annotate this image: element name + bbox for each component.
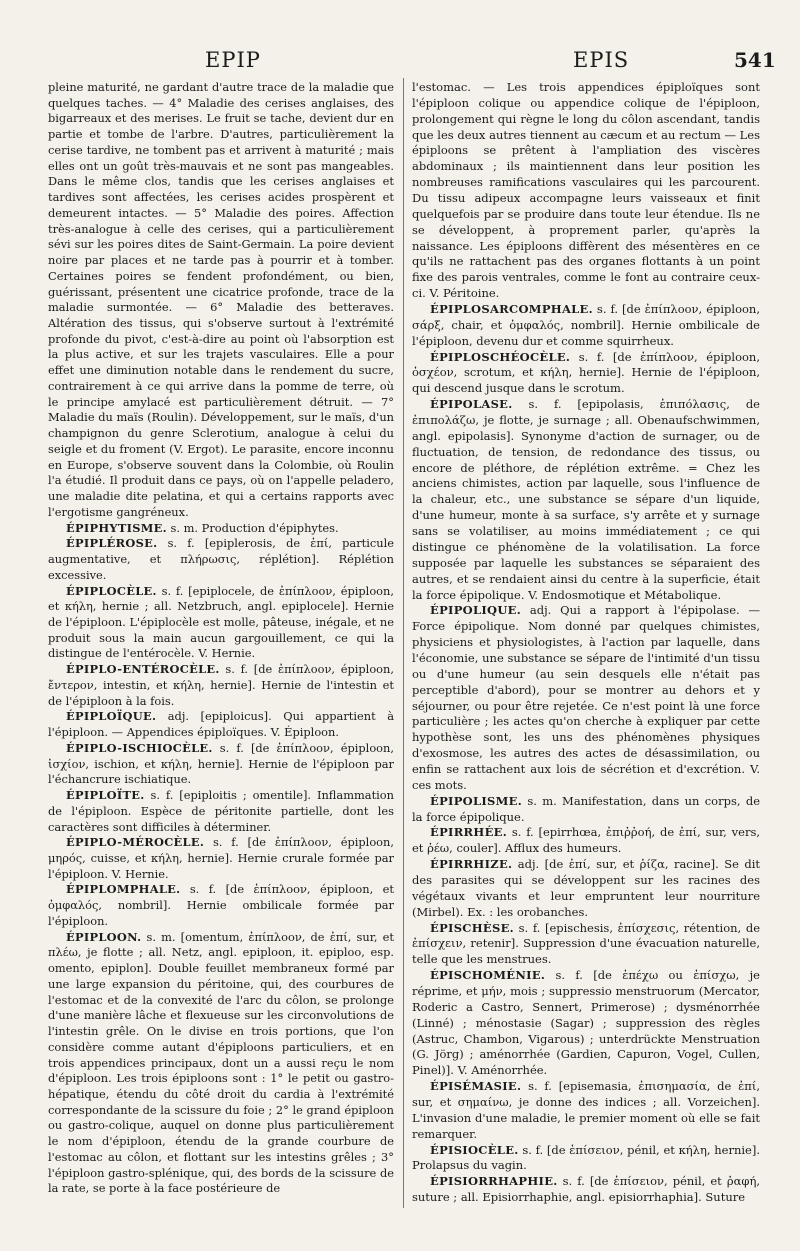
entry-text: s. f. [de ἐπίσειον, pénil, et κήλη, hernie]. Prolapsus du vagin. bbox=[412, 1142, 760, 1173]
dictionary-entry bbox=[412, 1174, 760, 1206]
dictionary-entry bbox=[412, 1143, 760, 1175]
entry-text: s. f. [de ἐπίπλοον, épiploon, ἔντερον, intestin, et κήλη, hernie]. Hernie de l'intestin et de l'épiploon à la fois. bbox=[48, 662, 394, 708]
entry-text: s. m. Manifestation, dans un corps, de la force épipolique. bbox=[412, 793, 760, 824]
left-column bbox=[48, 80, 394, 1197]
entry-headword: ÉPIPLOCÈLE. bbox=[66, 583, 157, 598]
running-header bbox=[0, 48, 800, 78]
entry-text: s. m. Production d'épiphytes. bbox=[166, 520, 339, 535]
dictionary-entry bbox=[48, 709, 394, 740]
entry-text: s. f. [de ἐπίπλοον, épiploon, et ὀμφαλός, nombril]. Hernie ombilicale formée par l'épiploon. bbox=[48, 882, 394, 928]
entry-headword: ÉPIPLOON. bbox=[66, 929, 142, 944]
right-column bbox=[412, 80, 760, 1206]
entry-headword: ÉPIPLO-ENTÉROCÈLE. bbox=[66, 662, 220, 677]
header-left-word: EPIP bbox=[205, 48, 261, 72]
dictionary-entry bbox=[412, 825, 760, 857]
entry-text: s. m. [omentum, ἐπίπλοον, de ἐπί, sur, et πλέω, je flotte ; all. Netz, angl. epiploon, it. epiploo, esp. omento, epiplon]. Double feuillet membraneux formé par une large expansion du péritoine, qui, des courbures de l'estomac et de la convexité de l'arc du côlon, se prolonge d'une manière lâche et flexueuse sur les circonvolutions de l'intestin grêle. On le divise en trois portions, que l'on considère comme autant d'épiploons particuliers, et en trois appendices principaux, dont un a aussi reçu le nom d'épiploon. Les trois épiploons sont : 1° le petit ou gastro-hépatique, étendu du côté droit du cardia à l'extrémité correspondante de la scissure du foie ; 2° le grand épiploon ou gastro-colique, auquel on donne plus particulièrement le nom d'épiploon, étendu de la grande courbure de l'estomac au côlon, et flottant sur les intestins grêles ; 3° l'épiploon gastro-splénique, qui, des bords de la scissure de la rate, se porte à la face postérieure de bbox=[48, 929, 394, 1196]
entry-text: s. f. [epirrhœa, ἐπιῤῥοή, de ἐπί, sur, vers, et ῥέω, couler]. Afflux des humeurs. bbox=[412, 825, 760, 856]
entry-headword: ÉPIPOLISME. bbox=[430, 793, 523, 808]
dictionary-entry bbox=[48, 788, 394, 835]
entry-headword: ÉPIPLO-ISCHIOCÈLE. bbox=[66, 740, 213, 755]
entry-headword: ÉPISIORRHAPHIE. bbox=[430, 1174, 558, 1189]
entry-headword: ÉPISCHOMÉNIE. bbox=[430, 968, 546, 983]
entry-text: s. f. [epipolasis, ἐπιπόλασις, de ἐπιπολάζω, je flotte, je surnage ; all. Obenaufschwimmen, angl. epipolasis]. Synonyme d'action de surnager, ou de fluctuation, de tension, de redondance des tissus, ou encore de pléthore, de réplétion extrême. = Chez les anciens chimistes, action par laquelle, sous l'influence de la chaleur, etc., une substance se sépare d'un liquide, d'une humeur, monte à sa surface, s'y arrête et y surnage sans se volatiliser, au moins immédiatement ; ce qui distingue ce phénomène de la volatilisation. La force supposée par laquelle les substances se séparaient des autres, et se rendaient ainsi du centre à la superficie, était la force épipolique. V. Endosmotique et Métabolique. bbox=[412, 397, 760, 602]
entry-headword: ÉPIRRHIZE. bbox=[430, 857, 513, 872]
entry-headword: ÉPIPLO-MÉROCÈLE. bbox=[66, 835, 205, 850]
entry-text: pleine maturité, ne gardant d'autre trace de la maladie que quelques taches. — 4° Maladie des cerises anglaises, des bigarreaux et des merises. Le fruit se tache, devient dur en partie et tombe de l'arbre. D'autres, particulièrement la cerise tardive, ne tombent pas et arrivent à maturité ; mais elles ont un goût très-mauvais et ne sont pas mangeables. Dans le même clos, tandis que les cerises anglaises et tardives sont affectées, les cerises acides prospèrent et demeurent intactes. — 5° Maladie des poires. Affection très-analogue à celle des cerises, qui a particulièrement sévi sur les poires dites de Saint-Germain. La poire devient noire par places et ne tarde pas à pourrir et à tomber. Certaines poires se fendent profondément, ou bien, guérissant, présentent une cicatrice profonde, trace de la maladie surmontée. — 6° Maladie des betteraves. Altération des tissus, qui s'observe surtout à l'extrémité profonde du pivot, c'est-à-dire au point où l'absorption est la plus active, et sur les trajets vasculaires. Elle a pour effet une diminution notable dans le rendement du sucre, contrairement à ce qui arrive dans la pomme de terre, où le principe amylacé est particulièrement détruit. — 7° Maladie du maïs (Roulin). Développement, sur le maïs, d'un champignon du genre Sclerotium, analogue à celui du seigle et du froment (V. Ergot). Le parasite, encore inconnu en Europe, s'observe souvent dans la Colombie, où Roulin l'a étudié. Il produit dans ce pays, où on l'appelle peladero, une maladie dite pelatina, et qui a certains rapports avec l'ergotisme gangréneux. bbox=[48, 80, 394, 519]
dictionary-entry bbox=[48, 741, 394, 788]
dictionary-entry bbox=[48, 80, 394, 521]
dictionary-entry bbox=[48, 662, 394, 709]
entry-headword: ÉPIPOLIQUE. bbox=[430, 603, 522, 618]
entry-text: s. f. [epiplerosis, de ἐπί, particule augmentative, et πλήρωσις, réplétion]. Réplétion excessive. bbox=[48, 536, 394, 582]
entry-headword: ÉPISÉMASIE. bbox=[430, 1079, 522, 1094]
dictionary-entry bbox=[48, 536, 394, 583]
entry-headword: ÉPIPLOSCHÉOCÈLE. bbox=[430, 349, 571, 364]
entry-headword: ÉPIPLÉROSE. bbox=[66, 536, 158, 551]
entry-text: adj. [epiploicus]. Qui appartient à l'épiploon. — Appendices épiploïques. V. Épiploon. bbox=[48, 709, 394, 740]
dictionary-entry bbox=[412, 603, 760, 793]
entry-text: s. f. [de ἐπίπλοον, épiploon, σάρξ, chair, et ὀμφαλός, nombril]. Hernie ombilicale de l'épiploon, devenu dur et comme squirrheux. bbox=[412, 302, 760, 348]
entry-text: s. f. [de ἐπίπλοον, épiploon, ὀσχέον, scrotum, et κήλη, hernie]. Hernie de l'épiploon, qui descend jusque dans le scrotum. bbox=[412, 349, 760, 396]
dictionary-entry bbox=[412, 80, 760, 302]
entry-headword: ÉPIPLOÏTE. bbox=[66, 788, 145, 803]
entry-text: adj. [de ἐπί, sur, et ῥίζα, racine]. Se dit des parasites qui se développent sur les racines des végétaux vivants et leur empruntent leur nourriture (Mirbel). Ex. : les orobanches. bbox=[412, 857, 760, 919]
entry-headword: ÉPISCHÈSE. bbox=[430, 920, 514, 935]
dictionary-entry bbox=[412, 397, 760, 603]
entry-headword: ÉPISIOCÈLE. bbox=[430, 1142, 519, 1157]
entry-headword: ÉPIPHYTISME. bbox=[66, 520, 167, 535]
dictionary-entry bbox=[412, 302, 760, 350]
entry-text: s. f. [de ἐπίσειον, pénil, et ῥαφή, suture ; all. Episiorrhaphie, angl. episiorrhaphia]. Suture bbox=[412, 1174, 760, 1205]
dictionary-entry bbox=[48, 930, 394, 1197]
dictionary-entry bbox=[412, 968, 760, 1079]
entry-text: s. f. [de ἐπέχω ou ἐπίσχω, je réprime, et μήν, mois ; suppressio menstruorum (Mercator, Roderic a Castro, Sennert, Primerose) ; dysménorrhée (Linné) ; ménostasie (Sagar) ; suppression des règles (Astruc, Chambon, Vigarous) ; unterdrückte Menstruation (G. Jörg) ; aménorrhée (Gardien, Capuron, Vogel, Cullen, Pinel)]. V. Aménorrhée. bbox=[412, 968, 760, 1078]
entry-text: adj. Qui a rapport à l'épipolase. — Force épipolique. Nom donné par quelques chimistes, physiciens et physiologistes, à l'action par laquelle, dans l'économie, une substance se sépare de l'intimité d'un tissu ou d'une humeur (au sein desquels elle n'était pas perceptible d'abord), pour se montrer au dehors et y séjourner, ou pour être rejetée. Ce n'est point là une force particulière ; les actes qu'on cherche à expliquer par cette hypothèse sont, les uns des phénomènes physiques d'exosmose, les autres des actes de désassimilation, ou enfin se rattachent aux lois de sécrétion et d'excrétion. V. ces mots. bbox=[412, 603, 760, 792]
header-right-word: EPIS bbox=[573, 48, 630, 72]
dictionary-entry bbox=[412, 1079, 760, 1142]
entry-text: s. f. [epiploitis ; omentile]. Inflammation de l'épiploon. Espèce de péritonite partielle, dont les caractères sont difficiles à déterminer. bbox=[48, 788, 394, 834]
entry-text: l'estomac. — Les trois appendices épiploïques sont l'épiploon colique ou appendice colique de l'épiploon, prolongement qui règne le long du côlon ascendant, tandis que les deux autres tiennent au cæcum et au rectum — Les épiploons se prêtent à l'ampliation des viscères abdominaux ; ils maintiennent dans leur position les nombreuses ramifications vasculaires qui les parcourent. Du tissu adipeux accompagne leurs vaisseaux et finit quelquefois par se produire dans toute leur étendue. Ils ne se développent, à proprement parler, qu'après la naissance. Les épiploons diffèrent des mésentères en ce qu'ils ne rattachent pas des organes flottants à un point fixe des parois ventrales, comme le font au contraire ceux-ci. V. Péritoine. bbox=[412, 80, 760, 301]
entry-text: s. f. [de ἐπίπλοον, épiploon, μηρός, cuisse, et κήλη, hernie]. Hernie crurale formée par l'épiploon. V. Hernie. bbox=[48, 835, 394, 881]
dictionary-entry bbox=[412, 794, 760, 826]
entry-headword: ÉPIPLOÏQUE. bbox=[66, 709, 157, 724]
page-number: 541 bbox=[734, 48, 776, 72]
dictionary-entry bbox=[48, 835, 394, 882]
column-divider bbox=[403, 78, 404, 1208]
entry-text: s. f. [episemasia, ἐπισημασία, de ἐπί, sur, et σημαίνω, je donne des indices ; all. Vorzeichen]. L'invasion d'une maladie, le premier moment où elle se fait remarquer. bbox=[412, 1079, 760, 1141]
dictionary-entry bbox=[412, 921, 760, 969]
entry-headword: ÉPIPOLASE. bbox=[430, 397, 513, 412]
dictionary-entry bbox=[48, 882, 394, 929]
entry-headword: ÉPIPLOSARCOMPHALE. bbox=[430, 302, 593, 317]
entry-text: s. f. [epiplocele, de ἐπίπλοον, épiploon, et κήλη, hernie ; all. Netzbruch, angl. epiplocele]. Hernie de l'épiploon. L'épiplocèle est molle, pâteuse, inégale, et ne produit sous la main aucun gargouillement, ce qui la distingue de l'entérocèle. V. Hernie. bbox=[48, 583, 394, 661]
entry-headword: ÉPIPLOMPHALE. bbox=[66, 882, 181, 897]
entry-headword: ÉPIRRHÉE. bbox=[430, 825, 508, 840]
entry-text: s. f. [de ἐπίπλοον, épiploon, ἰσχίον, ischion, et κήλη, hernie]. Hernie de l'épiploon par l'échancrure ischiatique. bbox=[48, 740, 394, 787]
dictionary-entry bbox=[412, 857, 760, 920]
dictionary-entry bbox=[412, 350, 760, 398]
entry-text: s. f. [epischesis, ἐπίσχεσις, rétention, de ἐπίσχειν, retenir]. Suppression d'une évacuation naturelle, telle que les menstrues. bbox=[412, 920, 760, 967]
dictionary-entry bbox=[48, 584, 394, 663]
dictionary-entry bbox=[48, 521, 394, 537]
